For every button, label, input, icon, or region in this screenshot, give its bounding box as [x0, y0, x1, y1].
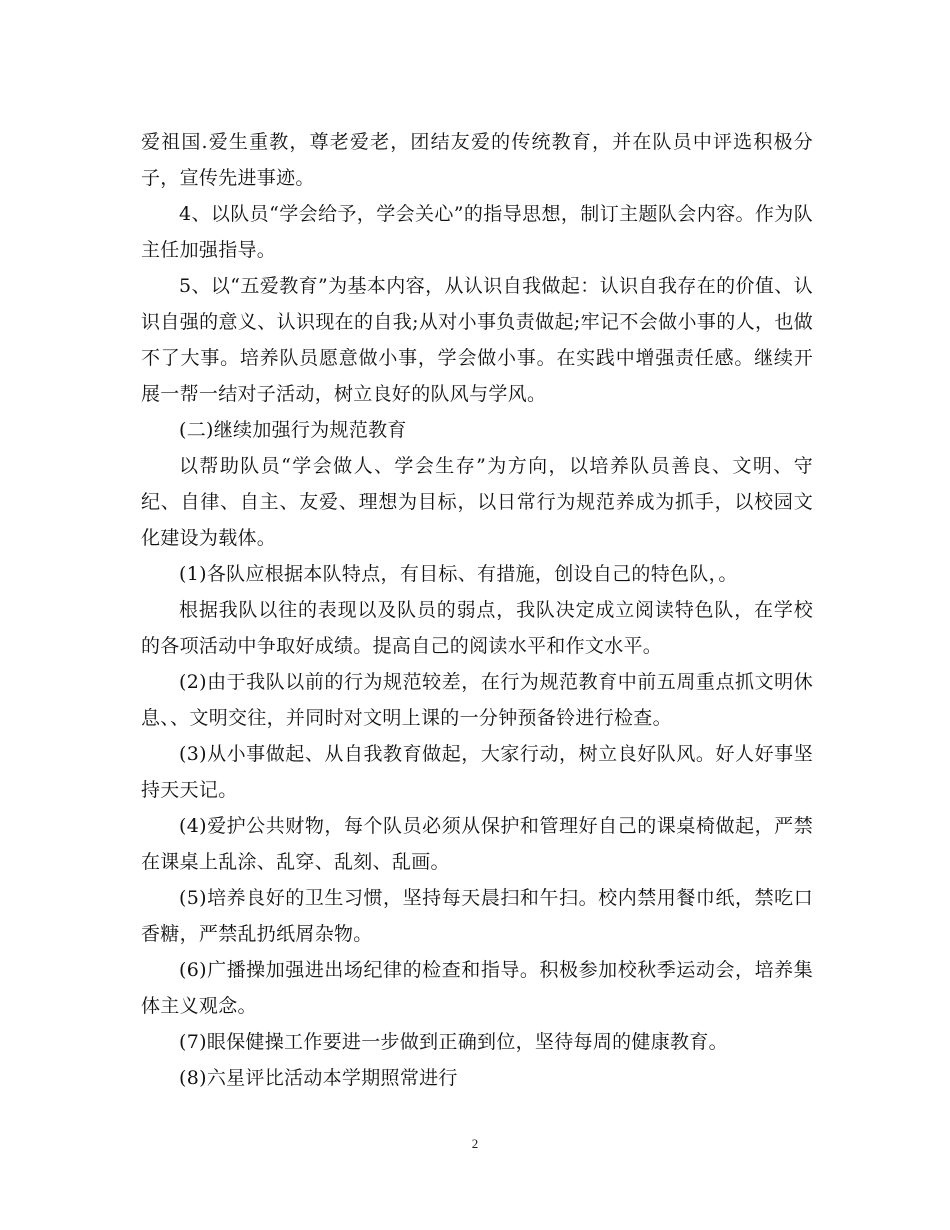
paragraph-3: 5、以“五爱教育”为基本内容，从认识自我做起：认识自我存在的价值、认识自强的意义、认识现在的自我;从对小事负责做起;牢记不会做小事的人，也做不了大事。培养队员愿意做小事，学会做小事。在实践中增强责任感。继续开展一帮一结对子活动，树立良好的队风与学风。 — [141, 275, 813, 405]
list-item-7: (7)眼保健操工作要进一步做到正确到位，坚待每周的健康教育。 — [179, 1031, 728, 1053]
section-heading-behavior: (二)继续加强行为规范教育 — [179, 419, 407, 441]
list-item-1: (1)各队应根据本队特点，有目标、有措施，创设自己的特色队，。 — [179, 563, 738, 585]
paragraph-2: 4、以队员“学会给予，学会关心”的指导思想，制订主题队会内容。作为队主任加强指导。 — [141, 203, 813, 261]
list-item-6: (6)广播操加强进出场纪律的检查和指导。积极参加校秋季运动会，培养集体主义观念。 — [141, 959, 813, 1017]
document-body — [141, 124, 813, 1096]
list-item-3: (3)从小事做起、从自我教育做起，大家行动，树立良好队风。好人好事坚持天天记。 — [141, 743, 813, 801]
list-item-8: (8)六星评比活动本学期照常进行 — [179, 1067, 458, 1089]
paragraph-5: 以帮助队员“学会做人、学会生存”为方向，以培养队员善良、文明、守纪、自律、自主、友爱、理想为目标，以日常行为规范养成为抓手，以校园文化建设为载体。 — [141, 455, 813, 549]
list-item-4: (4)爱护公共财物，每个队员必须从保护和管理好自己的课桌椅做起，严禁在课桌上乱涂、乱穿、乱刻、乱画。 — [141, 815, 813, 873]
page-number: 2 — [471, 1136, 479, 1151]
list-item-2: (2)由于我队以前的行为规范较差，在行为规范教育中前五周重点抓文明休息、、文明交往，并同时对文明上课的一分钟预备铃进行检查。 — [141, 671, 813, 729]
list-item-5: (5)培养良好的卫生习惯，坚持每天晨扫和午扫。校内禁用餐巾纸，禁吃口香糖，严禁乱扔纸屑杂物。 — [141, 887, 813, 945]
paragraph-1: 爱祖国.爱生重教，尊老爱老，团结友爱的传统教育，并在队员中评选积极分子，宣传先进事迹。 — [141, 131, 813, 189]
paragraph-7: 根据我队以往的表现以及队员的弱点，我队决定成立阅读特色队，在学校的各项活动中争取好成绩。提高自己的阅读水平和作文水平。 — [141, 599, 813, 657]
